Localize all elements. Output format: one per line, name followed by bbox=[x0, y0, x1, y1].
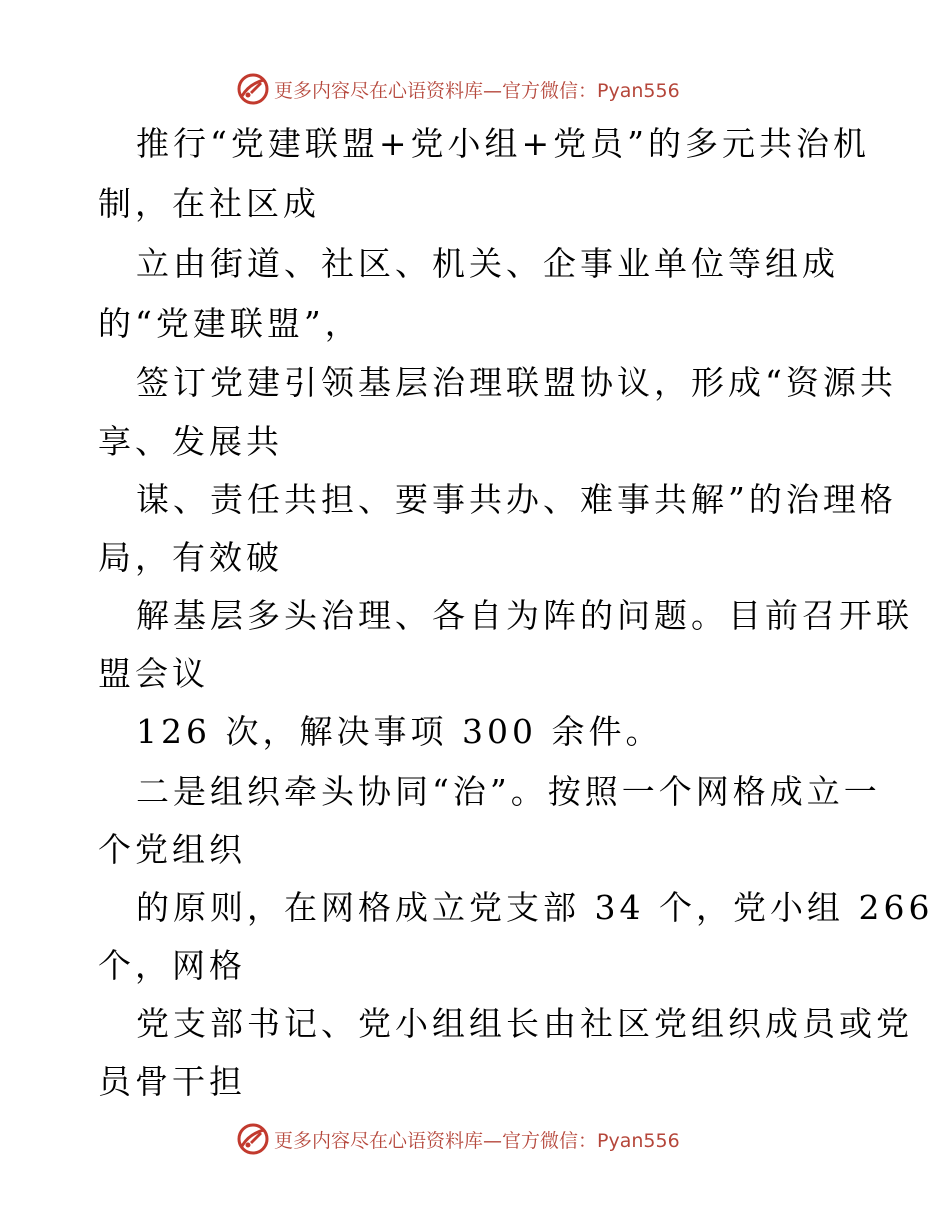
body-line: 签订党建引领基层治理联盟协议，形成“资源共 bbox=[136, 363, 897, 402]
body-line: 的原则，在网格成立党支部 34 个，党小组 266 bbox=[136, 888, 934, 927]
pen-swirl-logo-icon bbox=[236, 1122, 270, 1156]
body-line: 推行“党建联盟+党小组+党员”的多元共治机 bbox=[136, 124, 871, 163]
body-line: 126 次，解决事项 300 余件。 bbox=[136, 712, 663, 751]
body-line: 党支部书记、党小组组长由社区党组织成员或党 bbox=[136, 1004, 913, 1043]
body-line: 个党组织 bbox=[98, 830, 246, 869]
footer-banner-text: 更多内容尽在心语资料库—官方微信：Pyan556 bbox=[274, 1129, 680, 1152]
body-line: 制，在社区成 bbox=[98, 184, 320, 223]
body-line: 解基层多头治理、各自为阵的问题。目前召开联 bbox=[136, 596, 913, 635]
pen-swirl-logo-icon bbox=[236, 72, 270, 106]
body-line: 盟会议 bbox=[98, 654, 209, 693]
body-line: 二是组织牵头协同“治”。按照一个网格成立一 bbox=[136, 772, 881, 811]
body-line: 立由街道、社区、机关、企事业单位等组成 bbox=[136, 244, 839, 283]
body-line: 的“党建联盟”， bbox=[98, 304, 362, 343]
body-line: 谋、责任共担、要事共办、难事共解”的治理格 bbox=[136, 480, 897, 519]
header-banner bbox=[236, 72, 680, 106]
body-line: 个，网格 bbox=[98, 946, 246, 985]
body-line: 享、发展共 bbox=[98, 422, 283, 461]
header-banner-text: 更多内容尽在心语资料库—官方微信：Pyan556 bbox=[274, 79, 680, 102]
body-line: 员骨干担 bbox=[98, 1062, 246, 1101]
body-line: 局，有效破 bbox=[98, 538, 283, 577]
footer-banner bbox=[236, 1122, 680, 1156]
